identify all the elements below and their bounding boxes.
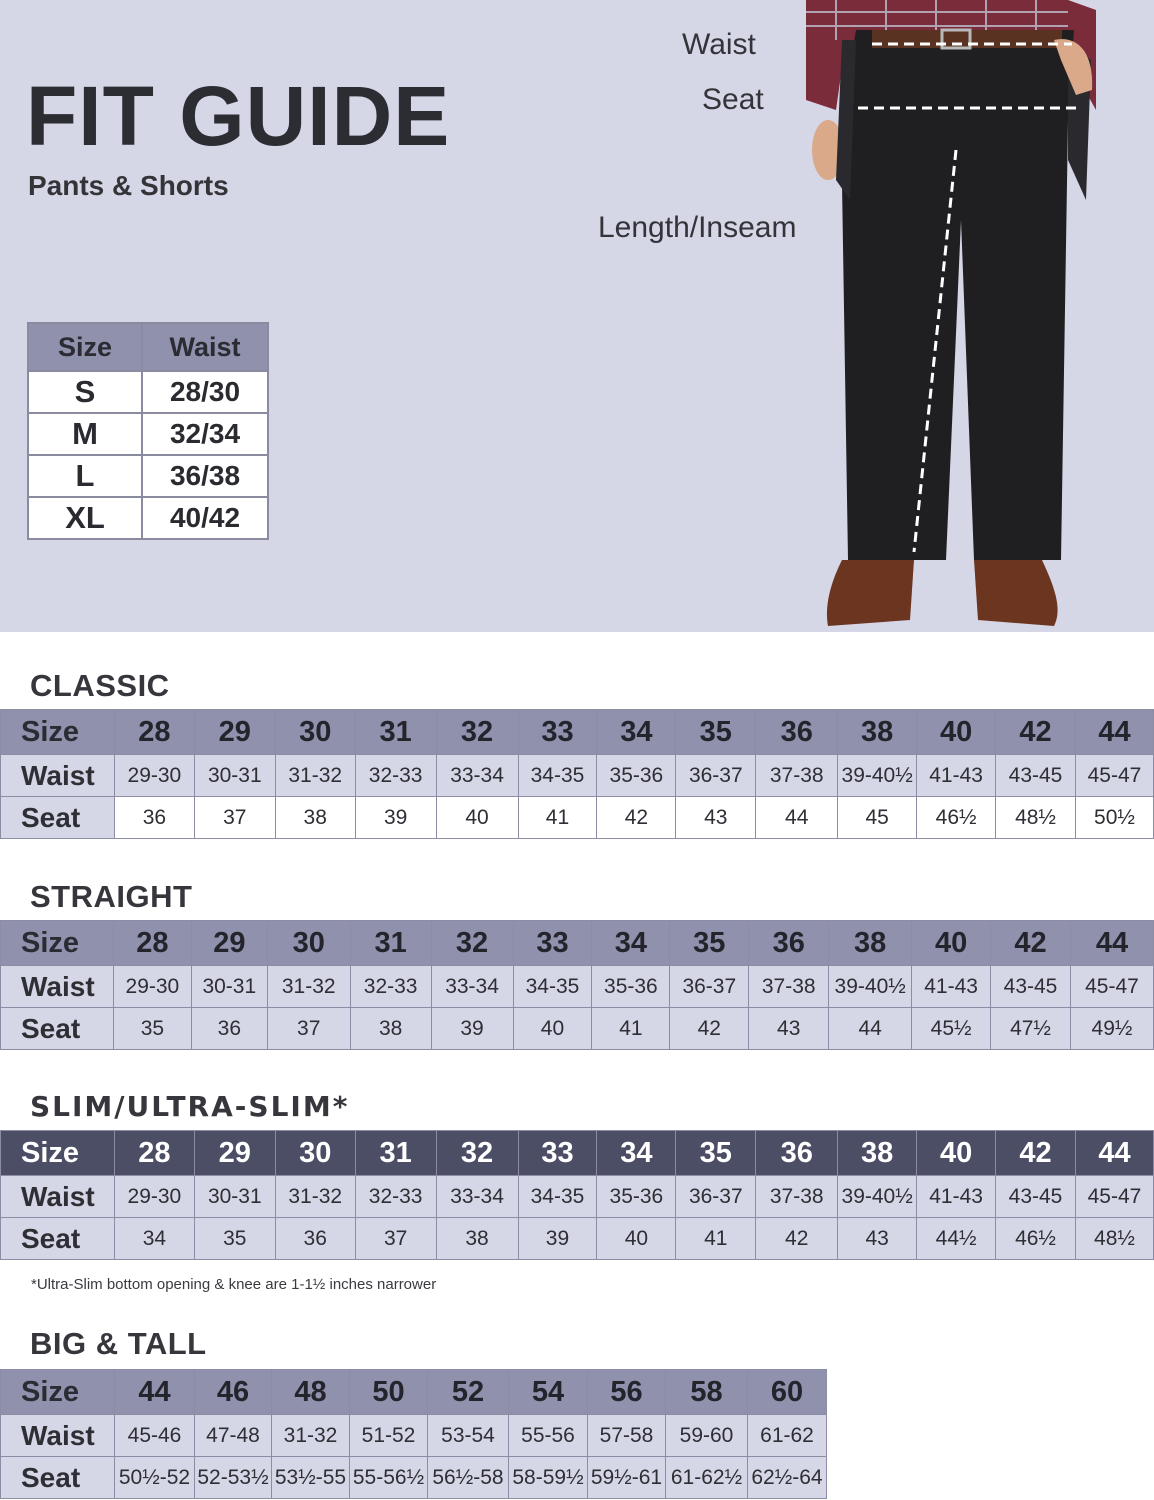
size-cell: 50	[350, 1370, 428, 1415]
size-cell: 38	[838, 1131, 917, 1176]
size-cell: 48	[272, 1370, 350, 1415]
size-cell: 40	[917, 710, 996, 755]
size-cell: 31	[355, 710, 436, 755]
row-label-waist: Waist	[1, 1176, 115, 1218]
waist-cell: 53-54	[428, 1415, 509, 1457]
waist-cell: 35-36	[592, 966, 670, 1008]
waist-cell: 36/38	[142, 455, 268, 497]
seat-cell: 35	[194, 1218, 275, 1260]
waist-cell: 45-47	[1070, 966, 1153, 1008]
size-cell: 56	[588, 1370, 666, 1415]
seat-cell: 37	[267, 1008, 350, 1050]
waist-cell: 31-32	[275, 755, 355, 797]
straight-title: STRAIGHT	[30, 879, 193, 914]
seat-row	[1, 797, 1154, 839]
hero-panel	[0, 0, 1154, 632]
page-title: FIT GUIDE	[26, 69, 451, 163]
waist-cell: 39-40½	[838, 755, 917, 797]
waist-cell: 33-34	[431, 966, 513, 1008]
table-header-row	[28, 323, 268, 371]
seat-cell: 37	[194, 797, 275, 839]
size-cell: 29	[191, 921, 267, 966]
size-cell: 46	[195, 1370, 272, 1415]
waist-cell: 55-56	[509, 1415, 588, 1457]
waist-cell: 30-31	[191, 966, 267, 1008]
row-label-size: Size	[1, 1370, 115, 1415]
waist-cell: 45-47	[1075, 1176, 1153, 1218]
straight-size-table	[0, 920, 1154, 1050]
waist-cell: 40/42	[142, 497, 268, 539]
size-cell: 34	[597, 710, 676, 755]
waist-cell: 31-32	[275, 1176, 355, 1218]
size-cell: 29	[194, 710, 275, 755]
waist-cell: 29-30	[114, 1176, 194, 1218]
waist-cell: 59-60	[666, 1415, 748, 1457]
waist-cell: 32-33	[355, 1176, 436, 1218]
seat-row	[1, 1008, 1154, 1050]
seat-cell: 38	[275, 797, 355, 839]
waist-cell: 41-43	[912, 966, 991, 1008]
row-label-waist: Waist	[1, 755, 115, 797]
seat-cell: 47½	[991, 1008, 1071, 1050]
seat-cell: 41	[518, 797, 597, 839]
size-cell: 36	[756, 710, 838, 755]
seat-cell: 35	[113, 1008, 191, 1050]
header-size: Size	[28, 323, 142, 371]
size-cell: 36	[756, 1131, 838, 1176]
seat-row	[1, 1218, 1154, 1260]
size-cell: 32	[431, 921, 513, 966]
waist-cell: 37-38	[756, 1176, 838, 1218]
waist-cell: 34-35	[513, 966, 592, 1008]
size-cell: 52	[428, 1370, 509, 1415]
seat-cell: 38	[436, 1218, 518, 1260]
model-pants-illustration	[806, 0, 1096, 632]
waist-row	[1, 1415, 827, 1457]
table-row	[28, 497, 268, 539]
big-tall-size-table	[0, 1369, 827, 1499]
size-cell: 32	[436, 710, 518, 755]
size-cell: 30	[275, 710, 355, 755]
size-cell: 44	[1075, 1131, 1153, 1176]
size-cell: 42	[996, 1131, 1076, 1176]
size-cell: 30	[275, 1131, 355, 1176]
size-cell: 35	[670, 921, 749, 966]
seat-cell: 59½-61	[588, 1457, 666, 1499]
left-shoe	[827, 560, 914, 626]
seat-cell: 45	[838, 797, 917, 839]
waist-cell: 32/34	[142, 413, 268, 455]
seat-cell: 49½	[1070, 1008, 1153, 1050]
waist-cell: 41-43	[917, 1176, 996, 1218]
size-row	[1, 1131, 1154, 1176]
seat-cell: 43	[676, 797, 756, 839]
size-cell: L	[28, 455, 142, 497]
seat-cell: 36	[275, 1218, 355, 1260]
seat-cell: 58-59½	[509, 1457, 588, 1499]
seat-cell: 43	[838, 1218, 917, 1260]
size-cell: XL	[28, 497, 142, 539]
waist-cell: 28/30	[142, 371, 268, 413]
seat-cell: 42	[597, 797, 676, 839]
seat-cell: 39	[518, 1218, 597, 1260]
size-cell: 40	[912, 921, 991, 966]
row-label-seat: Seat	[1, 1457, 115, 1499]
table-row	[28, 455, 268, 497]
seat-cell: 39	[355, 797, 436, 839]
size-cell: 34	[597, 1131, 676, 1176]
waist-cell: 61-62	[748, 1415, 827, 1457]
size-row	[1, 921, 1154, 966]
waist-cell: 45-47	[1075, 755, 1153, 797]
seat-cell: 46½	[917, 797, 996, 839]
waist-cell: 29-30	[113, 966, 191, 1008]
waist-cell: 41-43	[917, 755, 996, 797]
length-measure-label: Length/Inseam	[598, 211, 797, 244]
seat-cell: 36	[191, 1008, 267, 1050]
slim-title: SLIM/ULTRA-SLIM*	[30, 1090, 350, 1123]
table-row	[28, 371, 268, 413]
waist-measure-label: Waist	[682, 28, 756, 61]
size-cell: 31	[355, 1131, 436, 1176]
waist-row	[1, 966, 1154, 1008]
seat-cell: 50½	[1075, 797, 1153, 839]
seat-cell: 56½-58	[428, 1457, 509, 1499]
row-label-size: Size	[1, 1131, 115, 1176]
seat-cell: 44½	[917, 1218, 996, 1260]
waist-cell: 34-35	[518, 1176, 597, 1218]
waist-row	[1, 1176, 1154, 1218]
seat-cell: 41	[676, 1218, 756, 1260]
seat-cell: 44	[829, 1008, 912, 1050]
seat-cell: 42	[670, 1008, 749, 1050]
row-label-waist: Waist	[1, 1415, 115, 1457]
size-cell: 54	[509, 1370, 588, 1415]
seat-cell: 48½	[996, 797, 1076, 839]
seat-cell: 40	[436, 797, 518, 839]
waist-cell: 43-45	[996, 755, 1076, 797]
waist-cell: 51-52	[350, 1415, 428, 1457]
waist-row	[1, 755, 1154, 797]
seat-cell: 43	[749, 1008, 829, 1050]
big-tall-title: BIG & TALL	[30, 1326, 207, 1361]
waist-cell: 43-45	[996, 1176, 1076, 1218]
size-cell: 33	[518, 1131, 597, 1176]
waist-cell: 33-34	[436, 755, 518, 797]
size-cell: 33	[518, 710, 597, 755]
waist-cell: 36-37	[676, 1176, 756, 1218]
seat-cell: 37	[355, 1218, 436, 1260]
waist-cell: 30-31	[194, 755, 275, 797]
waist-cell: 36-37	[670, 966, 749, 1008]
seat-cell: 52-53½	[195, 1457, 272, 1499]
table-row	[28, 413, 268, 455]
seat-cell: 50½-52	[115, 1457, 195, 1499]
row-label-seat: Seat	[1, 1218, 115, 1260]
size-cell: 38	[838, 710, 917, 755]
waist-cell: 33-34	[436, 1176, 518, 1218]
row-label-waist: Waist	[1, 966, 114, 1008]
waist-cell: 57-58	[588, 1415, 666, 1457]
seat-measure-label: Seat	[702, 83, 764, 116]
seat-cell: 45½	[912, 1008, 991, 1050]
seat-cell: 41	[592, 1008, 670, 1050]
seat-cell: 38	[350, 1008, 431, 1050]
waist-cell: 32-33	[350, 966, 431, 1008]
size-cell: 29	[194, 1131, 275, 1176]
size-cell: 34	[592, 921, 670, 966]
waist-cell: 43-45	[991, 966, 1071, 1008]
page-subtitle: Pants & Shorts	[28, 170, 229, 201]
classic-size-table	[0, 709, 1154, 839]
seat-cell: 48½	[1075, 1218, 1153, 1260]
size-waist-table	[27, 322, 269, 540]
classic-title: CLASSIC	[30, 668, 170, 703]
row-label-seat: Seat	[1, 797, 115, 839]
row-label-size: Size	[1, 921, 114, 966]
size-cell: 28	[114, 1131, 194, 1176]
seat-cell: 36	[114, 797, 194, 839]
seat-cell: 42	[756, 1218, 838, 1260]
size-cell: 40	[917, 1131, 996, 1176]
right-shoe	[974, 560, 1058, 626]
waist-cell: 37-38	[756, 755, 838, 797]
seat-row	[1, 1457, 827, 1499]
waist-cell: 45-46	[115, 1415, 195, 1457]
waist-cell: 30-31	[194, 1176, 275, 1218]
waist-cell: 32-33	[355, 755, 436, 797]
size-cell: 31	[350, 921, 431, 966]
size-cell: 28	[113, 921, 191, 966]
seat-cell: 40	[597, 1218, 676, 1260]
waist-cell: 39-40½	[829, 966, 912, 1008]
waist-cell: 34-35	[518, 755, 597, 797]
size-cell: 58	[666, 1370, 748, 1415]
size-cell: 44	[115, 1370, 195, 1415]
size-cell: 42	[991, 921, 1071, 966]
size-row	[1, 1370, 827, 1415]
waist-cell: 29-30	[114, 755, 194, 797]
size-cell: 44	[1075, 710, 1153, 755]
size-cell: 60	[748, 1370, 827, 1415]
seat-cell: 53½-55	[272, 1457, 350, 1499]
size-row	[1, 710, 1154, 755]
seat-cell: 39	[431, 1008, 513, 1050]
size-cell: M	[28, 413, 142, 455]
seat-cell: 46½	[996, 1218, 1076, 1260]
seat-cell: 62½-64	[748, 1457, 827, 1499]
seat-cell: 61-62½	[666, 1457, 748, 1499]
size-cell: 36	[749, 921, 829, 966]
size-cell: 42	[996, 710, 1076, 755]
size-cell: 44	[1070, 921, 1153, 966]
waist-cell: 47-48	[195, 1415, 272, 1457]
header-waist: Waist	[142, 323, 268, 371]
size-cell: 35	[676, 710, 756, 755]
size-cell: 28	[114, 710, 194, 755]
seat-cell: 40	[513, 1008, 592, 1050]
slim-size-table	[0, 1130, 1154, 1260]
waist-cell: 31-32	[267, 966, 350, 1008]
waist-cell: 36-37	[676, 755, 756, 797]
seat-cell: 34	[114, 1218, 194, 1260]
waist-cell: 37-38	[749, 966, 829, 1008]
waist-cell: 39-40½	[838, 1176, 917, 1218]
size-cell: 33	[513, 921, 592, 966]
size-cell: 35	[676, 1131, 756, 1176]
size-cell: S	[28, 371, 142, 413]
size-cell: 30	[267, 921, 350, 966]
row-label-size: Size	[1, 710, 115, 755]
waist-cell: 35-36	[597, 1176, 676, 1218]
size-cell: 38	[829, 921, 912, 966]
seat-cell: 55-56½	[350, 1457, 428, 1499]
seat-cell: 44	[756, 797, 838, 839]
size-cell: 32	[436, 1131, 518, 1176]
row-label-seat: Seat	[1, 1008, 114, 1050]
ultra-slim-footnote: *Ultra-Slim bottom opening & knee are 1-1½ inches narrower	[31, 1276, 437, 1293]
waist-cell: 35-36	[597, 755, 676, 797]
waist-cell: 31-32	[272, 1415, 350, 1457]
